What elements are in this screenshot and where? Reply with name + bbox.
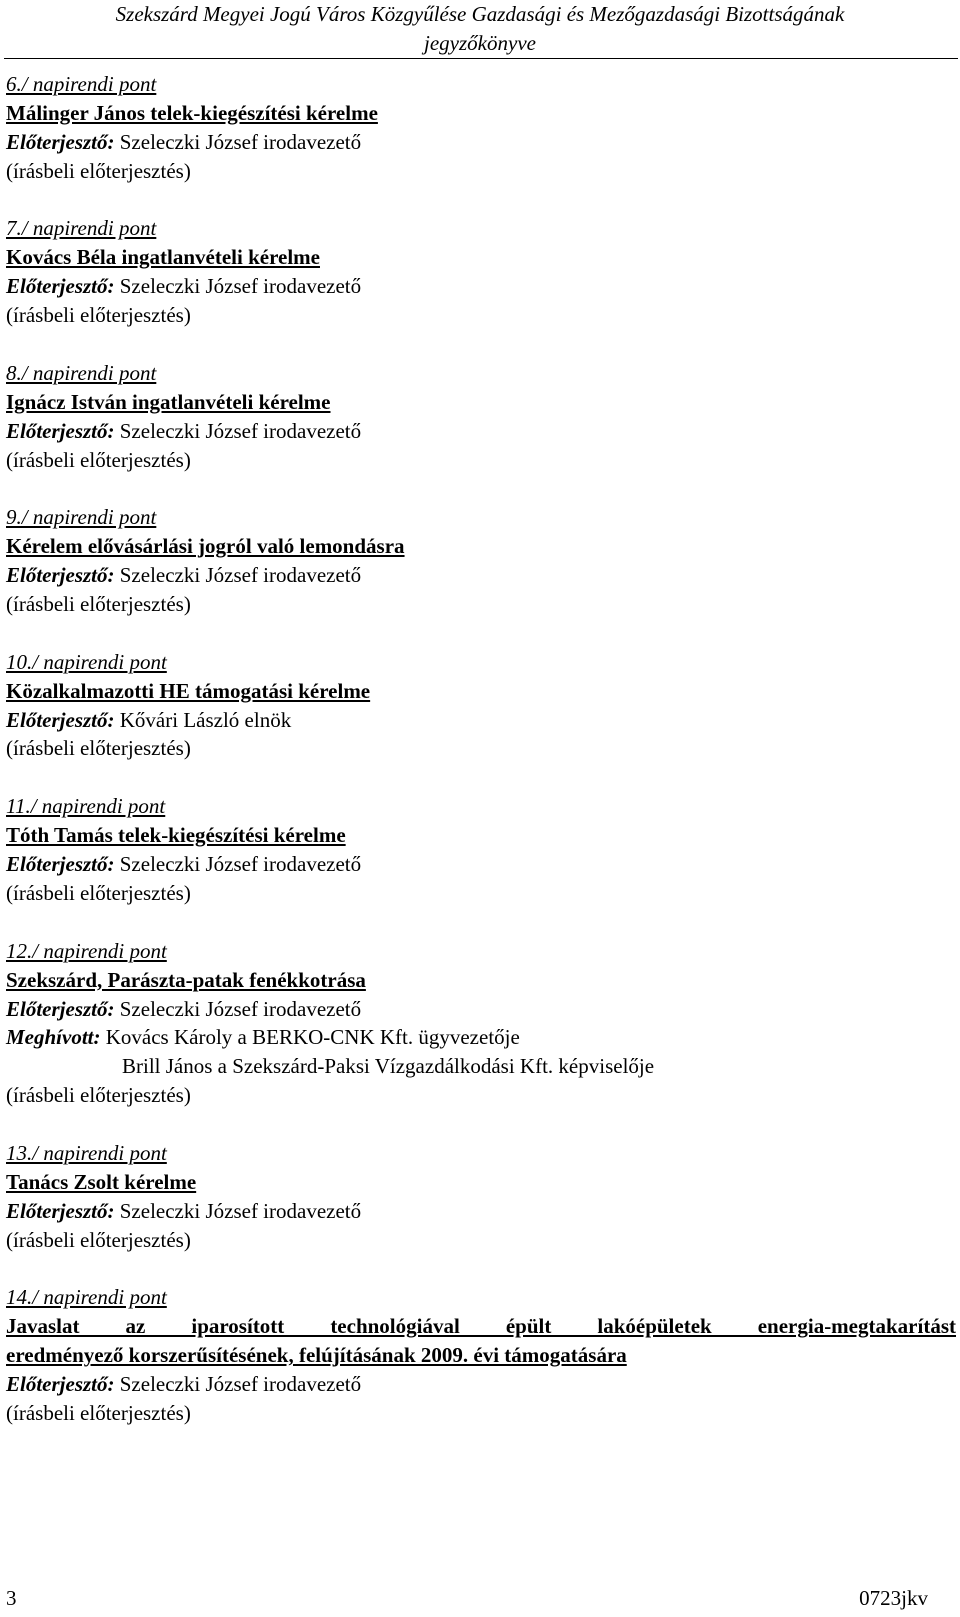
document-code: 0723jkv [859, 1586, 928, 1610]
header-rule [4, 58, 958, 59]
presenter-name: Szeleczki József irodavezető [119, 1198, 362, 1223]
presenter-line [6, 995, 956, 1024]
submission-note: (írásbeli előterjesztés) [6, 880, 191, 905]
spacer [6, 474, 956, 503]
submission-note: (írásbeli előterjesztés) [6, 447, 191, 472]
agenda-item-title: Javaslat az iparosított technológiával épült lakóépületek energia-megtakarítást [6, 1314, 956, 1339]
presenter-line [6, 128, 956, 157]
presenter-label: Előterjesztő: [6, 852, 115, 877]
submission-note: (írásbeli előterjesztés) [6, 158, 191, 183]
presenter-line [6, 272, 956, 301]
agenda-item-title: Tanács Zsolt kérelme [6, 1169, 197, 1194]
agenda-list [6, 70, 956, 1428]
submission-note: (írásbeli előterjesztés) [6, 1227, 191, 1252]
presenter-line [6, 1370, 956, 1399]
agenda-item-title: Málinger János telek-kiegészítési kérelme [6, 100, 378, 125]
spacer [6, 908, 956, 937]
agenda-item-number: 8./ napirendi pont [6, 360, 157, 385]
invited-person: Kovács Károly a BERKO-CNK Kft. ügyvezetője [105, 1025, 520, 1050]
submission-note: (írásbeli előterjesztés) [6, 592, 191, 617]
presenter-line [6, 417, 956, 446]
invited-label: Meghívott: [6, 1025, 101, 1050]
submission-note: (írásbeli előterjesztés) [6, 1400, 191, 1425]
agenda-item-title: Tóth Tamás telek-kiegészítési kérelme [6, 823, 346, 848]
header-subtitle: jegyzőkönyve [424, 31, 536, 55]
presenter-line [6, 850, 956, 879]
header-title: Szekszárd Megyei Jogú Város Közgyűlése Gazdasági és Mezőgazdasági Bizottságának [115, 2, 845, 26]
agenda-item-number: 14./ napirendi pont [6, 1285, 167, 1310]
agenda-item-number: 11./ napirendi pont [6, 794, 166, 819]
spacer [6, 1110, 956, 1139]
invited-line [6, 1023, 956, 1052]
agenda-item-title: Szekszárd, Parászta-patak fenékkotrása [6, 967, 366, 992]
spacer [6, 186, 956, 215]
presenter-name: Kővári László elnök [119, 707, 292, 732]
page-number: 3 [6, 1586, 17, 1610]
submission-note: (írásbeli előterjesztés) [6, 1083, 191, 1108]
agenda-item-number: 6./ napirendi pont [6, 72, 157, 96]
presenter-name: Szeleczki József irodavezető [119, 852, 362, 877]
presenter-line [6, 706, 956, 735]
document-header [0, 0, 960, 58]
agenda-item-number: 7./ napirendi pont [6, 216, 157, 241]
agenda-item-title: Ignácz István ingatlanvételi kérelme [6, 389, 331, 414]
presenter-line [6, 1197, 956, 1226]
spacer [6, 763, 956, 792]
presenter-name: Szeleczki József irodavezető [119, 418, 362, 443]
spacer [6, 330, 956, 359]
invited-person-second: Brill János a Szekszárd-Paksi Vízgazdálkodási Kft. képviselője [122, 1054, 655, 1079]
presenter-label: Előterjesztő: [6, 996, 115, 1021]
presenter-name: Szeleczki József irodavezető [119, 274, 362, 299]
agenda-item-number: 12./ napirendi pont [6, 938, 167, 963]
submission-note: (írásbeli előterjesztés) [6, 303, 191, 328]
agenda-item-title-continued: eredményező korszerűsítésének, felújításának 2009. évi támogatására [6, 1343, 627, 1368]
presenter-name: Szeleczki József irodavezető [119, 129, 362, 154]
presenter-name: Szeleczki József irodavezető [119, 563, 362, 588]
presenter-name: Szeleczki József irodavezető [119, 1372, 362, 1397]
presenter-label: Előterjesztő: [6, 1372, 115, 1397]
presenter-name: Szeleczki József irodavezető [119, 996, 362, 1021]
agenda-item-title: Kovács Béla ingatlanvételi kérelme [6, 245, 320, 270]
agenda-item-title: Kérelem elővásárlási jogról való lemondásra [6, 534, 405, 559]
submission-note: (írásbeli előterjesztés) [6, 736, 191, 761]
presenter-label: Előterjesztő: [6, 1198, 115, 1223]
presenter-label: Előterjesztő: [6, 707, 115, 732]
presenter-label: Előterjesztő: [6, 418, 115, 443]
agenda-item-number: 13./ napirendi pont [6, 1140, 167, 1165]
spacer [6, 619, 956, 648]
presenter-label: Előterjesztő: [6, 563, 115, 588]
agenda-item-title: Közalkalmazotti HE támogatási kérelme [6, 678, 371, 703]
presenter-line [6, 561, 956, 590]
agenda-item-number: 10./ napirendi pont [6, 649, 167, 674]
presenter-label: Előterjesztő: [6, 274, 115, 299]
agenda-item-number: 9./ napirendi pont [6, 505, 157, 530]
presenter-label: Előterjesztő: [6, 129, 115, 154]
spacer [6, 1255, 956, 1284]
